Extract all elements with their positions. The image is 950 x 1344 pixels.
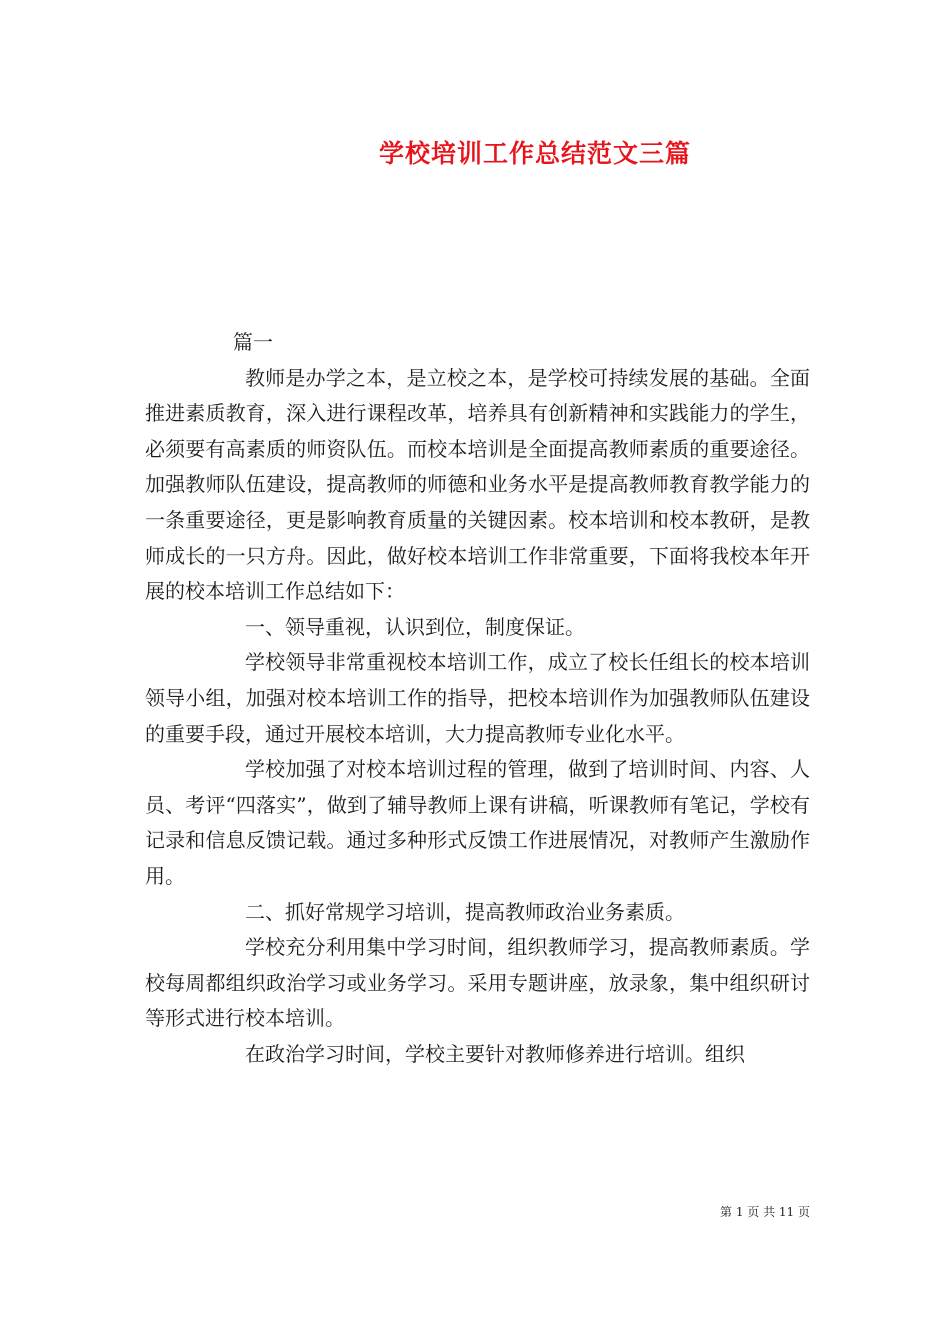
- heading-two: 二、抓好常规学习培训，提高教师政治业务素质。: [245, 899, 685, 924]
- document-body: [145, 325, 810, 1072]
- document-title: 学校培训工作总结范文三篇: [378, 139, 691, 168]
- paragraph: 在政治学习时间，学校主要针对教师修养进行培训。组织: [245, 1041, 745, 1066]
- section-label: 篇一: [233, 330, 273, 354]
- paragraph: 学校加强了对校本培训过程的管理，做到了培训时间、内容、人员、考评“四落实”，做到了辅导教师上课有讲稿，听课教师有笔记，学校有记录和信息反馈记载。通过多种形式反馈工作进展情况，对教师产生激励作用。: [145, 757, 810, 888]
- paragraph: 学校领导非常重视校本培训工作，成立了校长任组长的校本培训领导小组，加强对校本培训工作的指导，把校本培训作为加强教师队伍建设的重要手段，通过开展校本培训，大力提高教师专业化水平。: [145, 650, 810, 746]
- heading-one: 一、领导重视，认识到位，制度保证。: [245, 614, 585, 639]
- paragraph-intro: 教师是办学之本，是立校之本，是学校可持续发展的基础。全面推进素质教育，深入进行课程改革，培养具有创新精神和实践能力的学生，必须要有高素质的师资队伍。而校本培训是全面提高教师素质的重要途径。加强教师队伍建设，提高教师的师德和业务水平是提高教师教育教学能力的一条重要途径，更是影响教育质量的关键因素。校本培训和校本教研，是教师成长的一只方舟。因此，做好校本培训工作非常重要，下面将我校本年开展的校本培训工作总结如下：: [145, 365, 810, 604]
- page-number: 第 1 页 共 11 页: [720, 1205, 810, 1219]
- paragraph: 学校充分利用集中学习时间，组织教师学习，提高教师素质。学校每周都组织政治学习或业务学习。采用专题讲座，放录象，集中组织研讨等形式进行校本培训。: [145, 935, 810, 1031]
